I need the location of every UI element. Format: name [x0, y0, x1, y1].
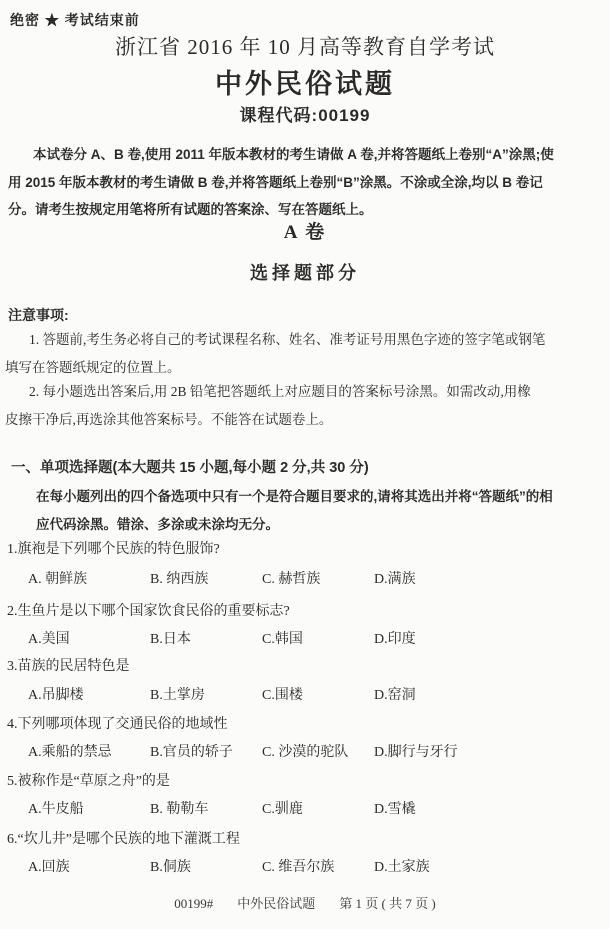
choice-section-heading: 选择题部分: [250, 263, 360, 283]
question-6-option-c: C. 维吾尔族: [262, 860, 335, 875]
question-5-stem: 5.被称作是“草原之舟”的是: [7, 774, 170, 789]
question-1-option-a: A. 朝鲜族: [28, 572, 88, 587]
course-code: 课程代码:00199: [239, 106, 371, 125]
exam-instructions-line: 本试卷分 A、B 卷,使用 2011 年版本教材的考生请做 A 卷,并将答题纸上卷别“A”涂黑;使: [33, 147, 554, 162]
question-4-options: [28, 739, 604, 767]
question-1-options: [28, 566, 604, 594]
note-item-1: [5, 326, 598, 382]
note-line: 填写在答题纸规定的位置上。: [5, 360, 181, 375]
question-2-options: [28, 626, 604, 654]
question-1-option-b: B. 纳西族: [150, 572, 209, 587]
question-3-option-b: B.土掌房: [150, 688, 205, 703]
question-5-options: [28, 796, 604, 824]
note-line: 皮擦干净后,再选涂其他答案标号。不能答在试题卷上。: [5, 412, 333, 427]
question-2-option-b: B.日本: [150, 632, 191, 647]
footer-course-code: 00199#: [174, 896, 214, 911]
question-3-option-c: C.围楼: [262, 688, 303, 703]
exam-instructions-paragraph: [8, 141, 600, 224]
note-line: 2. 每小题选出答案后,用 2B 铅笔把答题纸上对应题目的答案标号涂黑。如需改动,用橡: [29, 384, 531, 399]
question-4-option-d: D.脚行与牙行: [374, 745, 458, 760]
question-1-stem: 1.旗袍是下列哪个民族的特色服饰?: [7, 542, 220, 557]
question-2-option-c: C.韩国: [262, 632, 303, 647]
part1-instruction: [36, 483, 598, 539]
subject-title: 中外民俗试题: [215, 69, 395, 99]
exam-instructions-line: 分。请考生按规定用笔将所有试题的答案涂、写在答题纸上。: [8, 202, 373, 217]
paper-a-heading: A 卷: [283, 222, 327, 243]
exam-instructions-line: 用 2015 年版本教材的考生请做 B 卷,并将答题纸上卷别“B”涂黑。不涂或全涂,均以 B 卷记: [8, 174, 543, 190]
classification-label: 绝密 ★ 考试结束前: [10, 12, 140, 28]
footer-page-number: 第 1 页 ( 共 7 页 ): [339, 896, 436, 911]
question-4-option-b: B.官员的轿子: [150, 745, 233, 760]
question-4-stem: 4.下列哪项体现了交通民俗的地域性: [7, 717, 228, 732]
exam-title: 浙江省 2016 年 10 月高等教育自学考试: [115, 35, 495, 59]
part1-instruction-line: 应代码涂黑。错涂、多涂或未涂均无分。: [36, 517, 279, 532]
question-6-option-d: D.土家族: [374, 860, 430, 875]
notes-title: 注意事项:: [8, 307, 69, 323]
part1-instruction-line: 在每小题列出的四个备选项中只有一个是符合题目要求的,请将其选出并将“答题纸”的相: [36, 489, 553, 504]
page-footer: [0, 894, 610, 914]
question-2-option-d: D.印度: [374, 632, 416, 647]
question-5-option-b: B. 勒勒车: [150, 802, 209, 817]
question-4-option-a: A.乘船的禁忌: [28, 745, 112, 760]
note-line: 1. 答题前,考生务必将自己的考试课程名称、姓名、准考证号用黑色字迹的签字笔或钢笔: [29, 332, 546, 347]
question-5-option-d: D.雪橇: [374, 802, 416, 817]
question-1-option-c: C. 赫哲族: [262, 572, 321, 587]
question-5-option-a: A.牛皮船: [28, 802, 84, 817]
question-3-option-a: A.吊脚楼: [28, 688, 84, 703]
question-6-stem: 6.“坎儿井”是哪个民族的地下灌溉工程: [7, 832, 240, 847]
question-4-option-c: C. 沙漠的驼队: [262, 745, 349, 760]
question-1-option-d: D.满族: [374, 572, 416, 587]
question-2-stem: 2.生鱼片是以下哪个国家饮食民俗的重要标志?: [7, 604, 290, 619]
question-6-option-a: A.回族: [28, 860, 70, 875]
footer-paper-title: 中外民俗试题: [237, 896, 316, 911]
question-3-options: [28, 682, 604, 710]
note-item-2: [5, 378, 598, 434]
question-3-option-d: D.窑洞: [374, 688, 416, 703]
question-3-stem: 3.苗族的民居特色是: [7, 659, 130, 674]
question-2-option-a: A.美国: [28, 632, 70, 647]
question-6-options: [28, 854, 604, 882]
question-6-option-b: B.侗族: [150, 860, 191, 875]
question-5-option-c: C.驯鹿: [262, 802, 303, 817]
part1-heading: 一、单项选择题(本大题共 15 小题,每小题 2 分,共 30 分): [11, 460, 369, 476]
